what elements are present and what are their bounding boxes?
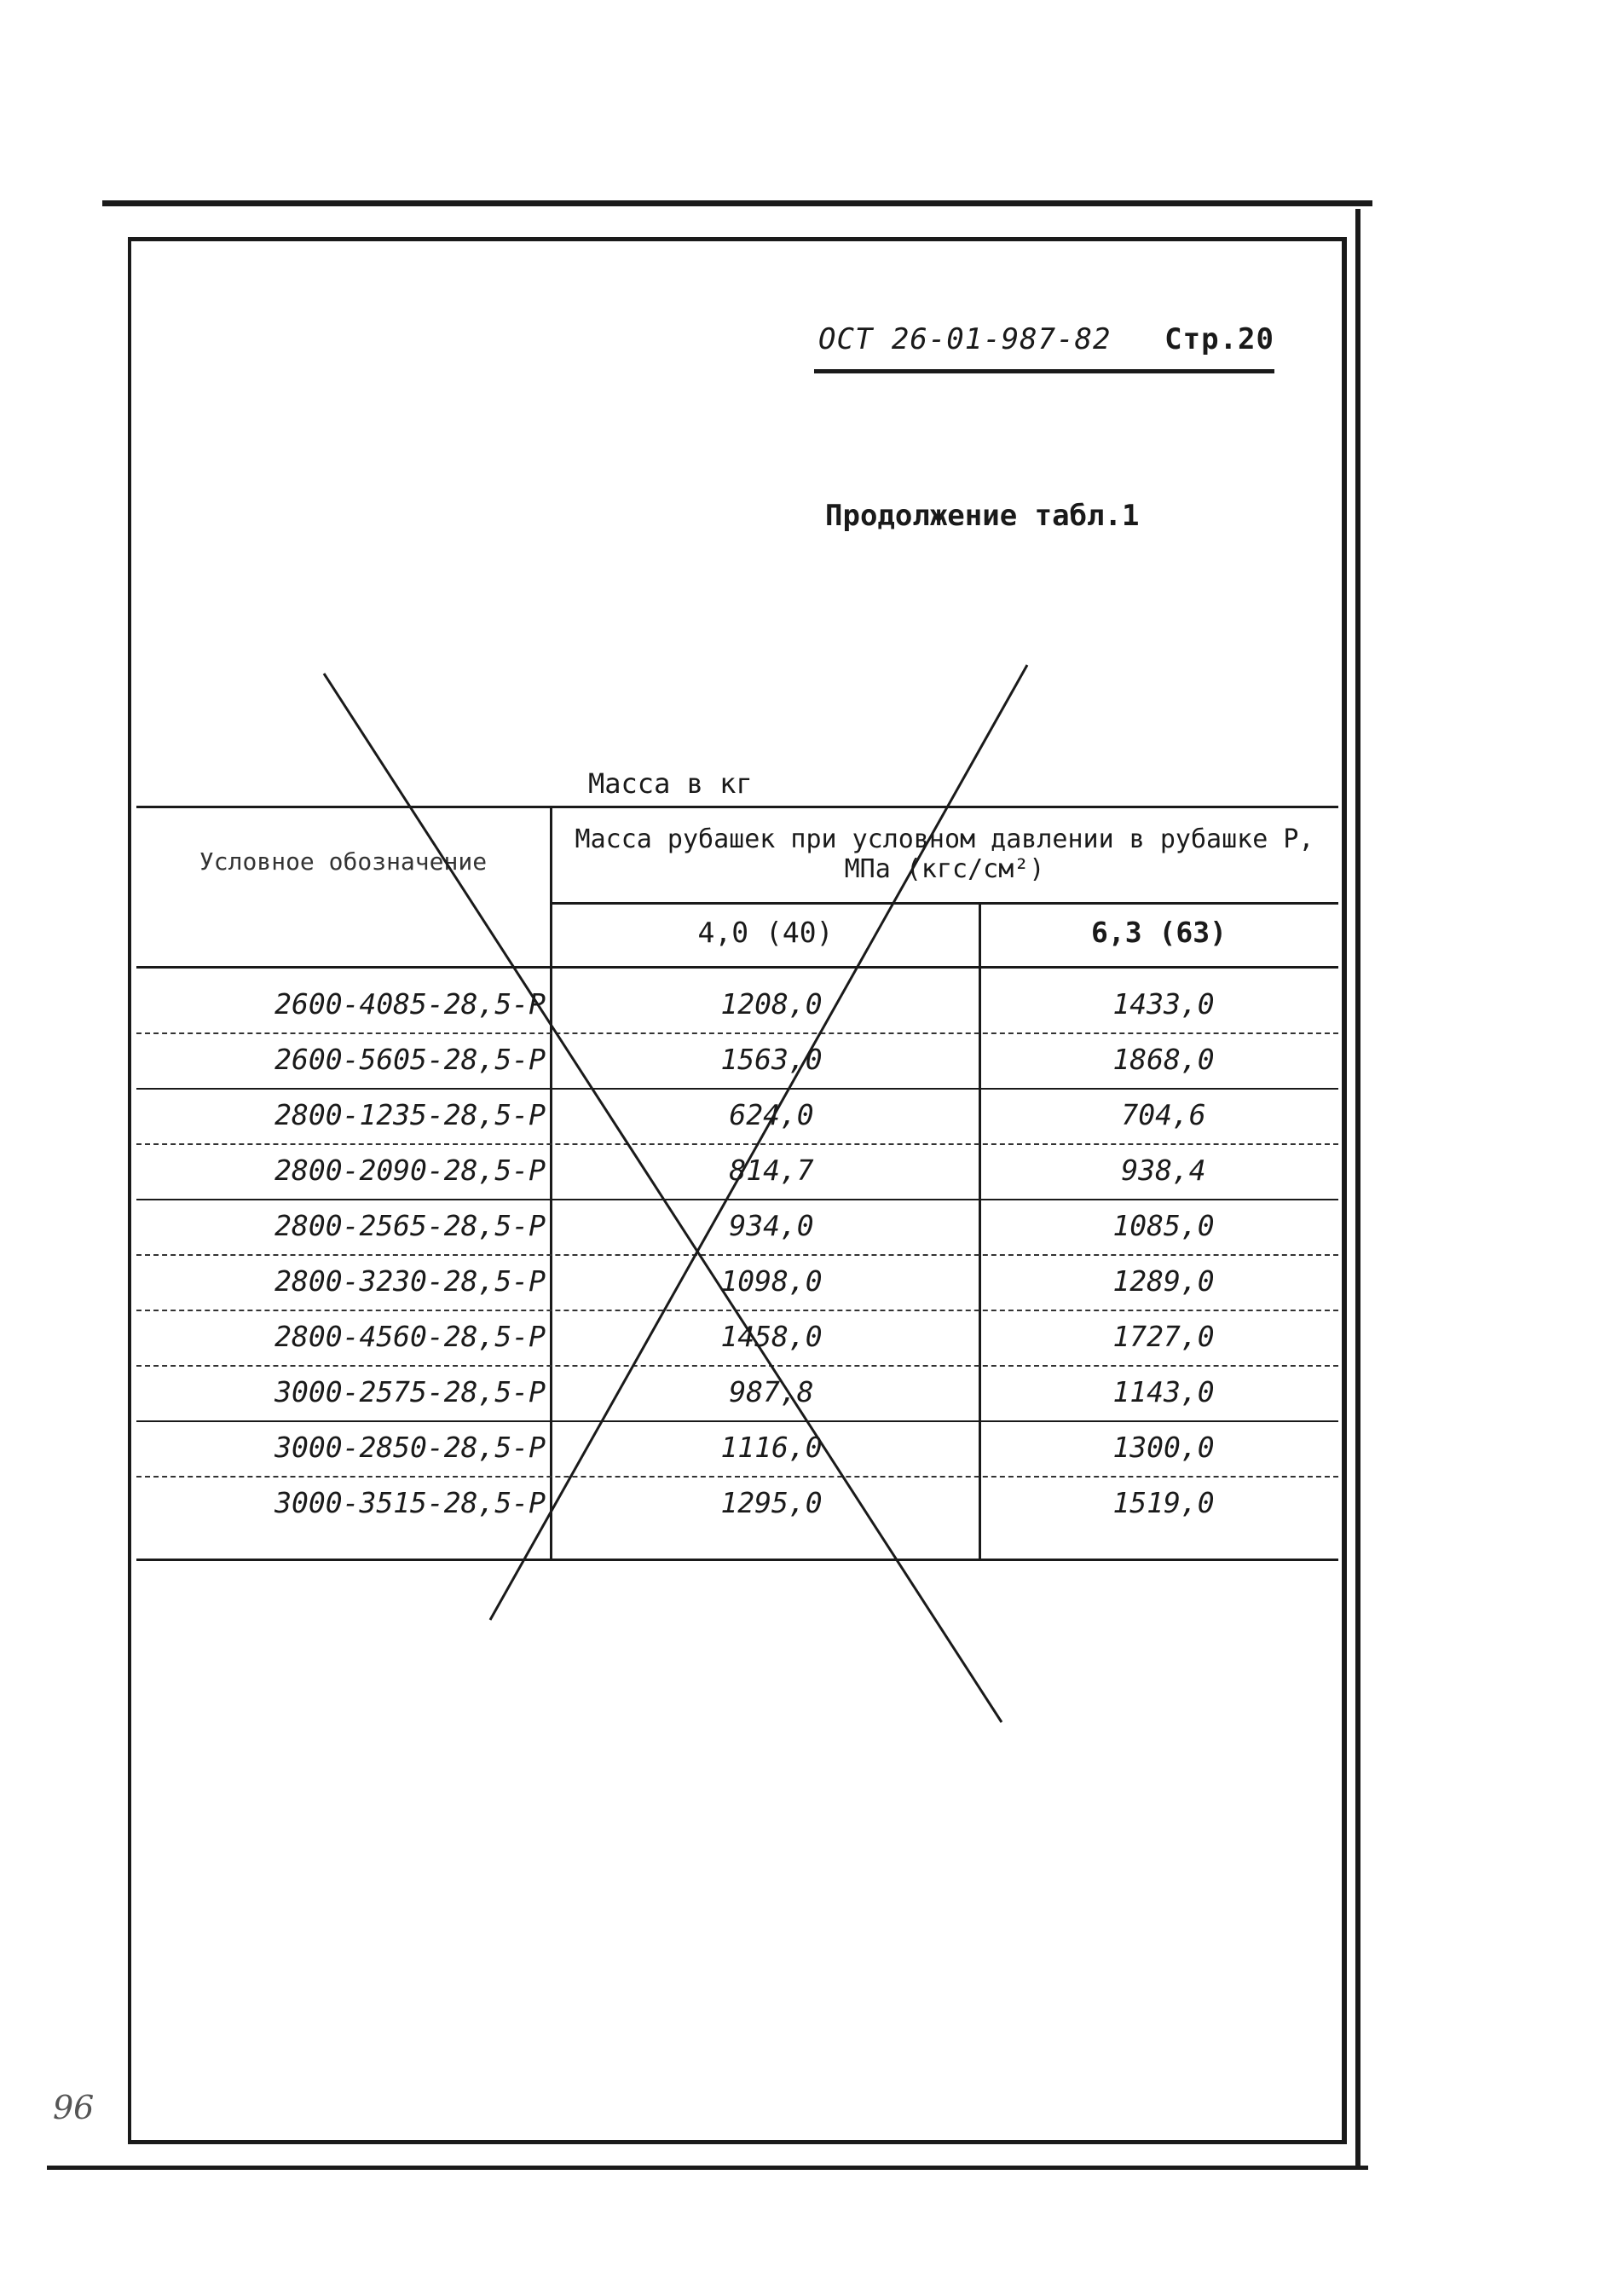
mass-40-cell: 1295,0 — [720, 1486, 823, 1519]
margin-handwritten-number: 96 — [53, 2089, 95, 2126]
mass-63-cell: 1727,0 — [1112, 1320, 1215, 1353]
mass-63-cell: 1519,0 — [1112, 1486, 1215, 1519]
page-number: Стр.20 — [1164, 322, 1274, 356]
mass-63-cell: 1300,0 — [1112, 1431, 1215, 1464]
designation-cell: 3000-2850-28,5-P — [274, 1431, 546, 1464]
designation-cell: 2800-1235-28,5-P — [274, 1098, 546, 1131]
designation-cell: 2800-4560-28,5-P — [274, 1320, 546, 1353]
strike-line-2 — [490, 665, 1027, 1620]
strike-line-1 — [324, 674, 1002, 1722]
mass-63-cell: 704,6 — [1121, 1098, 1206, 1131]
mass-63-cell: 1433,0 — [1112, 987, 1215, 1021]
designation-cell: 3000-2575-28,5-P — [274, 1375, 546, 1408]
designation-cell: 2800-2090-28,5-P — [274, 1154, 546, 1187]
mass-63-cell: 938,4 — [1121, 1154, 1206, 1187]
mass-40-cell: 1563,0 — [720, 1043, 823, 1076]
mass-63-cell: 1085,0 — [1112, 1209, 1215, 1242]
mass-40-cell: 1208,0 — [720, 987, 823, 1021]
pressure-header-1: 4,0 (40) — [697, 916, 834, 949]
designation-cell: 3000-3515-28,5-P — [274, 1486, 546, 1519]
table-caption: Продолжение табл.1 — [825, 499, 1140, 533]
pressure-header-2: 6,3 (63) — [1091, 916, 1227, 949]
mass-40-cell: 624,0 — [729, 1098, 814, 1131]
mass-40-cell: 934,0 — [729, 1209, 814, 1242]
designation-cell: 2800-2565-28,5-P — [274, 1209, 546, 1242]
mass-63-cell: 1289,0 — [1112, 1264, 1215, 1298]
designation-header: Условное обозначение — [199, 847, 488, 876]
standard-number: ОСТ 26-01-987-82 — [818, 322, 1112, 356]
mass-40-cell: 1116,0 — [720, 1431, 823, 1464]
designation-cell: 2600-4085-28,5-P — [274, 987, 546, 1021]
units-label: Масса в кг — [588, 767, 753, 800]
mass-group-header: Масса рубашек при условном давлении в рубашке P, МПа (кгс/см²) — [575, 824, 1314, 884]
mass-40-cell: 987,8 — [729, 1375, 814, 1408]
mass-40-cell: 1458,0 — [720, 1320, 823, 1353]
mass-63-cell: 1143,0 — [1112, 1375, 1215, 1408]
designation-cell: 2800-3230-28,5-P — [274, 1264, 546, 1298]
mass-40-cell: 1098,0 — [720, 1264, 823, 1298]
mass-40-cell: 814,7 — [729, 1154, 814, 1187]
designation-cell: 2600-5605-28,5-P — [274, 1043, 546, 1076]
mass-63-cell: 1868,0 — [1112, 1043, 1215, 1076]
